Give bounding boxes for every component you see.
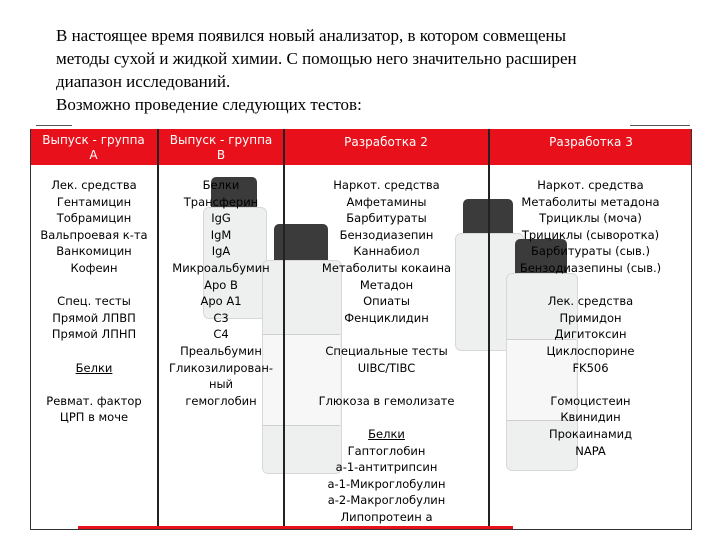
table-cell: Прямой ЛПВП [52,310,136,325]
table-cell: Apo A1 [200,294,242,309]
table-cell: Липопротеин а [340,509,433,524]
table-cell: Наркот. средства [537,178,644,192]
table-cell: Трансферин [183,194,259,209]
table-cell: гемоглобин [185,393,257,408]
table-cell: Дигитоксин [554,327,627,342]
table-cell: C3 [213,310,229,325]
table-cell: Гентамицин [56,194,132,209]
table-cell: Тобрамицин [56,211,132,226]
intro-line: В настоящее время появился новый анализатор, в котором совмещены [56,26,567,45]
header-label: Выпуск - группа [169,133,273,147]
table-cell: Вальпроевая к-та [40,227,148,242]
table-cell: Белки [202,178,240,192]
table-cell: Амфетамины [346,194,427,209]
table-cell: а-2-Макроглобулин [327,493,446,508]
table-cell: Ванкомицин [56,244,132,259]
table-cell: NAPA [575,443,606,458]
table-cell [285,326,488,343]
table-cell: Специальные тесты [325,343,448,358]
intro-text [56,24,696,116]
header-label: Разработка 3 [549,135,633,149]
table-cell: Гликозилирован- [168,360,274,375]
intro-line: Возможно проведение следующих тестов: [56,95,362,114]
column-group-b [159,177,283,409]
header-label: В [216,148,226,162]
table-cell: Циклоспорине [546,343,635,358]
table-cell: FK506 [572,360,609,375]
table-cell: а-1-антитрипсин [335,460,438,475]
table-cell: Микроальбумин [172,260,270,275]
table-cell: Примидон [559,310,622,325]
table-cell: Глюкоза в гемолизате [318,393,455,408]
table-cell: UIBC/TIBC [357,360,416,375]
header-cell [491,129,691,171]
table-cell: Лек. средства [547,294,634,309]
table-cell: Лек. средства [51,178,137,192]
intro-line: методы сухой и жидкой химии. С помощью него значительно расширен [56,49,577,68]
column-group-a [31,177,157,426]
table-header [31,129,691,165]
header-label: А [89,148,98,162]
tests-table [30,129,692,530]
table-cell: Бензодиазепины (сыв.) [519,260,662,275]
header-label: Разработка 2 [344,135,428,149]
table-cell: Квинидин [560,410,621,425]
table-cell: Преальбумин [180,343,262,358]
table-cell: IgM [210,227,232,242]
table-cell: Белки [368,426,405,441]
table-cell: Каннабиол [353,244,420,259]
table-cell: ный [208,377,234,392]
table-cell: Наркот. средства [333,178,440,192]
divider [630,125,690,126]
table-cell: Метадон [359,277,414,292]
table-cell: Прямой ЛПНП [51,327,137,342]
header-cell [31,129,156,169]
column-development-2 [285,177,488,525]
header-label: Выпуск - группа [42,133,145,147]
table-cell [31,277,157,294]
table-cell: Бензодиазепин [339,227,434,242]
table-cell [285,376,488,393]
table-cell: Гомоцистеин [550,393,631,408]
table-cell: IgG [211,211,231,226]
table-cell [31,343,157,360]
column-development-3 [490,177,691,459]
table-cell: Кофеин [70,260,118,275]
table-cell: а-1-Микроглобулин [327,476,446,491]
table-cell [490,277,691,294]
divider [36,125,72,126]
intro-line: диапазон исследований. [56,72,231,91]
table-cell: Метаболиты метадона [521,194,660,209]
header-cell [285,129,487,171]
table-cell: Фенциклидин [344,310,429,325]
table-cell: Спец. тесты [57,294,131,309]
table-cell: Белки [75,360,113,375]
table-cell [31,376,157,393]
table-cell: Опиаты [363,294,410,309]
table-cell [490,376,691,393]
table-cell: Трициклы (сыворотка) [521,227,660,242]
header-cell [159,129,283,169]
table-cell: ЦРП в моче [59,410,129,425]
table-cell: Метаболиты кокаина [321,260,452,275]
table-cell: Ревмат. фактор [46,393,142,408]
table-cell: Apo B [204,277,238,292]
table-cell: Барбитураты [346,211,427,226]
table-cell: Барбитураты (сыв.) [531,244,650,259]
table-cell: Прокаинамид [548,426,633,441]
table-cell: C4 [213,327,229,342]
accent-bar [78,526,513,529]
table-cell: IgA [211,244,231,259]
table-cell: Гаптоглобин [347,443,426,458]
table-cell: Трициклы (моча) [539,211,642,226]
table-cell [285,409,488,426]
